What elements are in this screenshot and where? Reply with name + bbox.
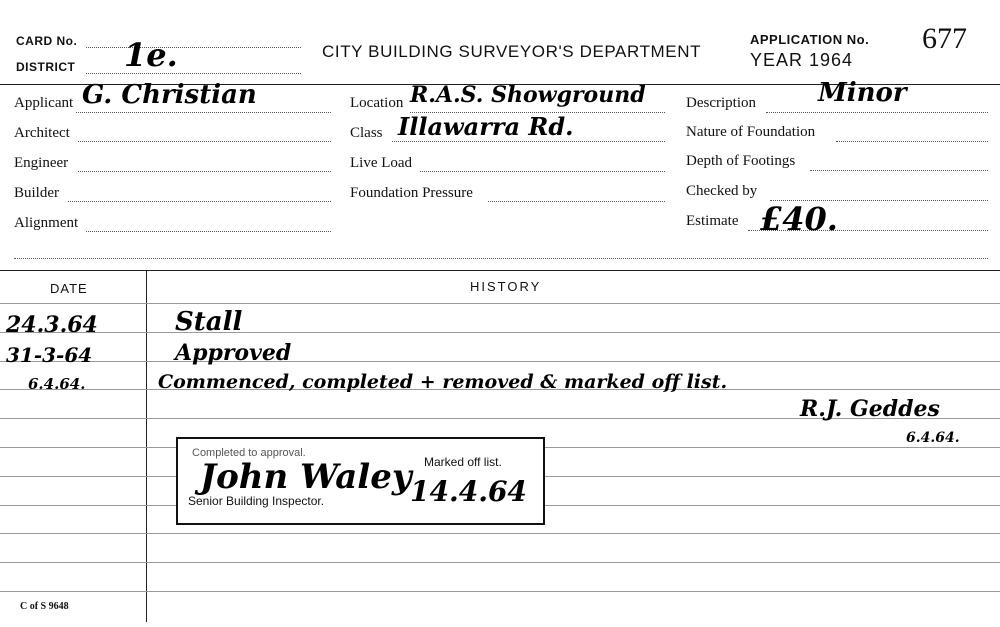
ruled-line <box>0 562 1000 563</box>
district-label: DISTRICT <box>16 60 76 74</box>
history-date: 24.3.64 <box>6 312 98 338</box>
alignment-label: Alignment <box>14 215 79 231</box>
class-value: Illawarra Rd. <box>398 112 574 141</box>
ruled-line <box>0 332 1000 333</box>
foundation-pressure-line <box>488 201 665 202</box>
builder-line <box>68 201 331 202</box>
card-no-label: CARD No. <box>16 34 78 48</box>
foundation-pressure-label: Foundation Pressure <box>350 185 473 201</box>
history-header: HISTORY <box>470 279 542 294</box>
ruled-line <box>0 303 1000 304</box>
history-text: Commenced, completed + removed & marked off list. <box>158 371 728 393</box>
architect-line <box>78 141 331 142</box>
fields-bottom-line <box>14 258 988 259</box>
applicant-value: G. Christian <box>82 80 257 110</box>
stamp-date: 14.4.64 <box>410 475 527 508</box>
inspection-stamp <box>176 437 545 525</box>
nature-of-foundation-label: Nature of Foundation <box>686 124 816 140</box>
district-value: 1e. <box>124 36 178 74</box>
history-text: Stall <box>175 307 243 337</box>
live-load-label: Live Load <box>350 155 413 171</box>
form-code: C of S 9648 <box>20 601 69 612</box>
depth-of-footings-label: Depth of Footings <box>686 153 796 169</box>
date-header: DATE <box>50 281 88 296</box>
description-label: Description <box>686 95 756 111</box>
history-top-divider <box>0 270 1000 271</box>
year-label: YEAR 1964 <box>750 50 854 70</box>
location-value: R.A.S. Showground <box>410 82 646 108</box>
class-line <box>392 141 665 142</box>
application-label: APPLICATION No. <box>750 32 870 47</box>
class-label: Class <box>350 125 383 141</box>
applicant-line <box>76 112 331 113</box>
alignment-line <box>86 231 331 232</box>
district-line <box>86 73 301 74</box>
ruled-line <box>0 361 1000 362</box>
stamp-inspector-text: Senior Building Inspector. <box>188 494 325 508</box>
architect-label: Architect <box>14 125 70 141</box>
stamp-signature: John Waley <box>200 457 412 497</box>
stamp-marked-off-text: Marked off list. <box>424 455 502 469</box>
description-value: Minor <box>818 78 907 108</box>
depth-of-footings-line <box>810 170 988 171</box>
application-number: 677 <box>922 22 967 55</box>
checked-by-label: Checked by <box>686 183 758 199</box>
nature-of-foundation-line <box>836 141 988 142</box>
history-date: 31-3-64 <box>6 343 93 367</box>
history-date: 6.4.64. <box>28 375 86 393</box>
ruled-line <box>0 533 1000 534</box>
estimate-value: £40. <box>760 200 838 238</box>
live-load-line <box>420 171 665 172</box>
department-title: CITY BUILDING SURVEYOR'S DEPARTMENT <box>322 42 702 61</box>
applicant-label: Applicant <box>14 95 74 111</box>
location-label: Location <box>350 95 404 111</box>
builder-label: Builder <box>14 185 59 201</box>
description-line <box>766 112 988 113</box>
estimate-label: Estimate <box>686 213 739 229</box>
signature: R.J. Geddes <box>800 396 940 422</box>
ruled-line <box>0 591 1000 592</box>
engineer-label: Engineer <box>14 155 69 171</box>
history-text: Approved <box>175 340 292 366</box>
signature-date: 6.4.64. <box>906 430 960 446</box>
date-column-divider <box>146 270 147 622</box>
stamp-completed-text: Completed to approval. <box>192 447 306 459</box>
card-no-line <box>86 47 301 48</box>
engineer-line <box>78 171 331 172</box>
